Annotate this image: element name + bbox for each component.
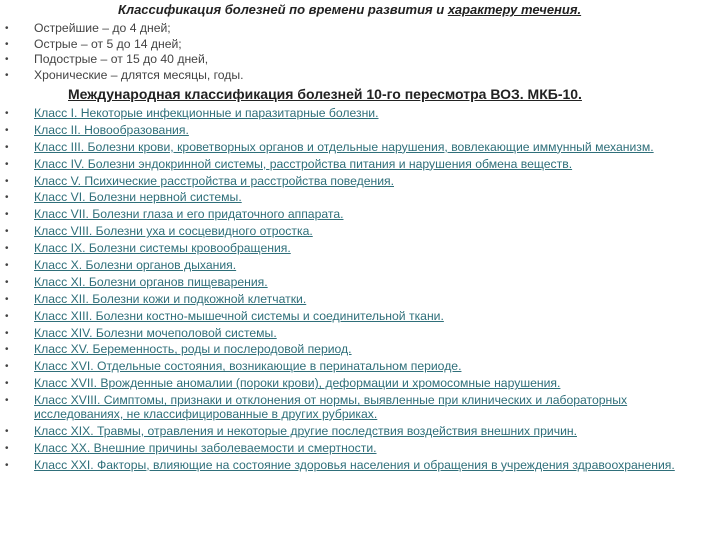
bullet-icon: • xyxy=(5,108,9,119)
bullet-icon: • xyxy=(5,243,9,255)
icd10-class-item[interactable] xyxy=(0,158,700,172)
bullet-icon: • xyxy=(5,395,9,407)
icd10-class-item[interactable] xyxy=(0,310,700,324)
duration-item xyxy=(0,68,700,84)
duration-item-text: Хронические – длятся месяцы, годы. xyxy=(34,67,244,82)
icd10-class-item-text[interactable]: Класс XXI. Факторы, влияющие на состояние здоровья населения и обращения в учреждения здравоохранения. xyxy=(34,457,675,472)
bullet-icon: • xyxy=(5,361,9,373)
bullet-icon: • xyxy=(5,425,9,437)
bullet-icon: • xyxy=(5,69,9,81)
icd10-class-item-text[interactable]: Класс XIX. Травмы, отравления и некоторые другие последствия воздействия внешних причин. xyxy=(34,423,577,438)
icd10-class-item-text[interactable]: Класс XII. Болезни кожи и подкожной клетчатки. xyxy=(34,291,307,306)
icd10-class-item[interactable] xyxy=(0,242,700,256)
icd10-class-item-text[interactable]: Класс XV. Беременность, роды и послеродовой период. xyxy=(34,342,352,357)
duration-item xyxy=(0,52,700,68)
icd10-class-item-text[interactable]: Класс XVI. Отдельные состояния, возникающие в перинатальном периоде. xyxy=(34,359,462,374)
bullet-icon: • xyxy=(5,378,9,390)
duration-item xyxy=(0,37,700,53)
icd10-class-item-text[interactable]: Класс XIV. Болезни мочеполовой системы. xyxy=(34,325,277,340)
bullet-icon: • xyxy=(5,141,9,153)
bullet-icon: • xyxy=(5,23,9,34)
icd10-class-item-text[interactable]: Класс X. Болезни органов дыхания. xyxy=(34,258,237,273)
icd10-class-item-text[interactable]: Класс VII. Болезни глаза и его придаточного аппарата. xyxy=(34,207,344,222)
bullet-icon: • xyxy=(5,442,9,454)
icd10-class-item-text[interactable]: Класс VI. Болезни нервной системы. xyxy=(34,190,242,205)
icd10-class-item[interactable] xyxy=(0,377,700,391)
bullet-icon: • xyxy=(5,310,9,322)
icd10-class-item-text[interactable]: Класс VIII. Болезни уха и сосцевидного отростка. xyxy=(34,224,313,239)
duration-item-text: Острейшие – до 4 дней; xyxy=(34,21,171,35)
duration-item-text: Острые – от 5 до 14 дней; xyxy=(34,36,182,51)
icd10-class-item[interactable] xyxy=(0,191,700,205)
icd10-class-item-text[interactable]: Класс XIII. Болезни костно-мышечной системы и соединительной ткани. xyxy=(34,308,444,323)
icd10-class-list xyxy=(0,107,700,476)
icd10-class-item[interactable] xyxy=(0,327,700,341)
icd10-heading: Международная классификация болезней 10-го пересмотра ВОЗ. МКБ-10. xyxy=(68,86,582,102)
bullet-icon: • xyxy=(5,124,9,136)
icd10-class-item-text[interactable]: Класс III. Болезни крови, кроветворных органов и отдельные нарушения, вовлекающие иммунный механизм. xyxy=(34,139,654,154)
icd10-class-item[interactable] xyxy=(0,107,700,121)
bullet-icon: • xyxy=(5,327,9,339)
icd10-class-item[interactable] xyxy=(0,293,700,307)
icd10-class-item[interactable] xyxy=(0,343,700,357)
icd10-class-item-text[interactable]: Класс XVIII. Симптомы, признаки и отклонения от нормы, выявленные при клинических и лабораторных исследованиях, не классифицированные в других рубриках. xyxy=(34,393,628,421)
icd10-class-item-text[interactable]: Класс XI. Болезни органов пищеварения. xyxy=(34,274,268,289)
icd10-class-item-text[interactable]: Класс II. Новообразования. xyxy=(34,122,189,137)
bullet-icon: • xyxy=(5,293,9,305)
icd10-class-item[interactable] xyxy=(0,394,700,422)
bullet-icon: • xyxy=(5,175,9,187)
bullet-icon: • xyxy=(5,260,9,272)
icd10-class-item-text[interactable]: Класс V. Психические расстройства и расстройства поведения. xyxy=(34,173,394,188)
icd10-class-item[interactable] xyxy=(0,276,700,290)
icd10-class-item-text[interactable]: Класс IX. Болезни системы кровообращения. xyxy=(34,241,291,256)
bullet-icon: • xyxy=(5,54,9,65)
icd10-class-item-text[interactable]: Класс IV. Болезни эндокринной системы, расстройства питания и нарушения обмена веществ. xyxy=(34,156,573,171)
bullet-icon: • xyxy=(5,192,9,204)
bullet-icon: • xyxy=(5,158,9,170)
icd10-class-item[interactable] xyxy=(0,141,700,155)
icd10-class-item[interactable] xyxy=(0,208,700,222)
icd10-class-item[interactable] xyxy=(0,259,700,273)
icd10-class-item-text[interactable]: Класс XVII. Врожденные аномалии (пороки крови), деформации и хромосомные нарушения. xyxy=(34,376,561,391)
bullet-icon: • xyxy=(5,459,9,471)
heading-part2: характеру течения. xyxy=(447,2,582,17)
icd10-class-item-text[interactable]: Класс XX. Внешние причины заболеваемости и смертности. xyxy=(34,440,377,455)
icd10-class-item-text[interactable]: Класс I. Некоторые инфекционные и паразитарные болезни. xyxy=(34,106,379,120)
duration-classification-heading xyxy=(118,2,638,18)
icd10-class-item[interactable] xyxy=(0,425,700,439)
bullet-icon: • xyxy=(5,38,9,50)
heading-part1: Классификация болезней по времени развития и xyxy=(118,2,448,17)
icd10-class-item[interactable] xyxy=(0,459,700,473)
icd10-class-item[interactable] xyxy=(0,225,700,239)
duration-item-text: Подострые – от 15 до 40 дней, xyxy=(34,52,209,66)
icd10-class-item[interactable] xyxy=(0,442,700,456)
bullet-icon: • xyxy=(5,344,9,356)
icd10-class-item[interactable] xyxy=(0,175,700,189)
bullet-icon: • xyxy=(5,209,9,221)
icd10-class-item[interactable] xyxy=(0,360,700,374)
icd10-class-item[interactable] xyxy=(0,124,700,138)
bullet-icon: • xyxy=(5,226,9,238)
duration-list xyxy=(0,21,700,83)
bullet-icon: • xyxy=(5,276,9,288)
duration-item xyxy=(0,21,700,37)
